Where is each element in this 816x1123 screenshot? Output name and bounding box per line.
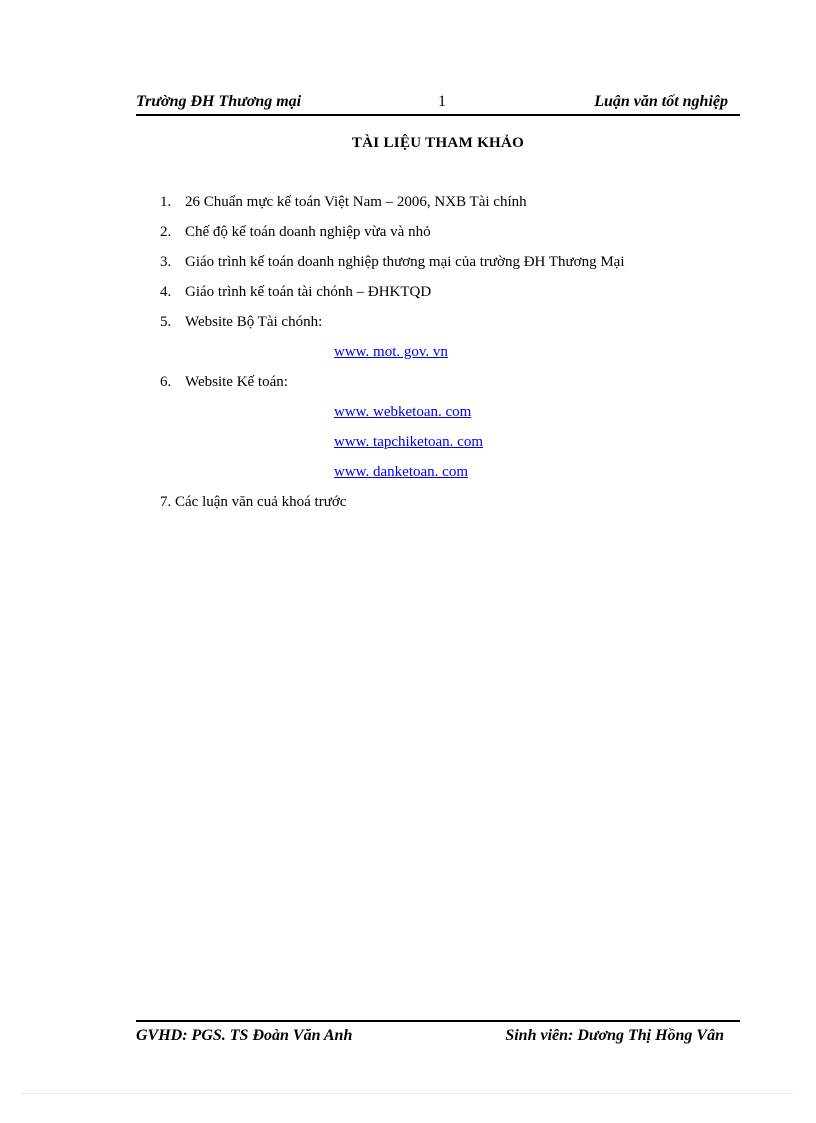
- link-danketoan[interactable]: www. danketoan. com: [334, 464, 468, 480]
- reference-text: Giáo trình kế toán doanh nghiệp thương mại của trường ĐH Thương Mại: [185, 254, 625, 270]
- reference-item: [160, 282, 431, 302]
- reference-number: 5.: [160, 314, 172, 330]
- reference-item: [160, 222, 431, 242]
- reference-number: 6.: [160, 374, 172, 390]
- reference-number: 7.: [160, 494, 172, 510]
- reference-text: Website Kế toán:: [185, 374, 288, 390]
- reference-number: 4.: [160, 284, 172, 300]
- page-edge-divider: [22, 1093, 794, 1094]
- link-webketoan[interactable]: www. webketoan. com: [334, 404, 472, 420]
- reference-text: 26 Chuẩn mực kế toán Việt Nam – 2006, NXB Tài chính: [185, 194, 527, 210]
- page-title: TÀI LIỆU THAM KHẢO: [351, 135, 525, 151]
- reference-number: 2.: [160, 224, 172, 240]
- link-mot-gov[interactable]: www. mot. gov. vn: [334, 344, 448, 360]
- reference-item: [160, 252, 625, 272]
- reference-item: [160, 372, 288, 392]
- header-thesis-label: Luận văn tốt nghiệp: [594, 93, 728, 110]
- reference-text: Các luận văn cuả khoá trước: [175, 494, 347, 510]
- footer-student: Sinh viên: Dương Thị Hồng Vân: [505, 1027, 724, 1044]
- reference-item: [160, 192, 527, 212]
- reference-text: Giáo trình kế toán tài chónh – ĐHKTQD: [185, 284, 432, 300]
- page-header: [136, 92, 740, 116]
- reference-number: 1.: [160, 194, 172, 210]
- reference-text: Chế độ kế toán doanh nghiệp vừa và nhỏ: [185, 224, 431, 240]
- header-page-number: 1: [438, 93, 446, 110]
- reference-number: 3.: [160, 254, 172, 270]
- reference-item: [160, 312, 322, 332]
- reference-text: Website Bộ Tài chónh:: [185, 314, 323, 330]
- header-school-name: Trường ĐH Thương mại: [136, 93, 302, 110]
- page-footer: [136, 1020, 740, 1046]
- link-tapchiketoan[interactable]: www. tapchiketoan. com: [334, 434, 483, 450]
- reference-item: [160, 492, 346, 512]
- footer-advisor: GVHD: PGS. TS Đoàn Văn Anh: [136, 1027, 353, 1044]
